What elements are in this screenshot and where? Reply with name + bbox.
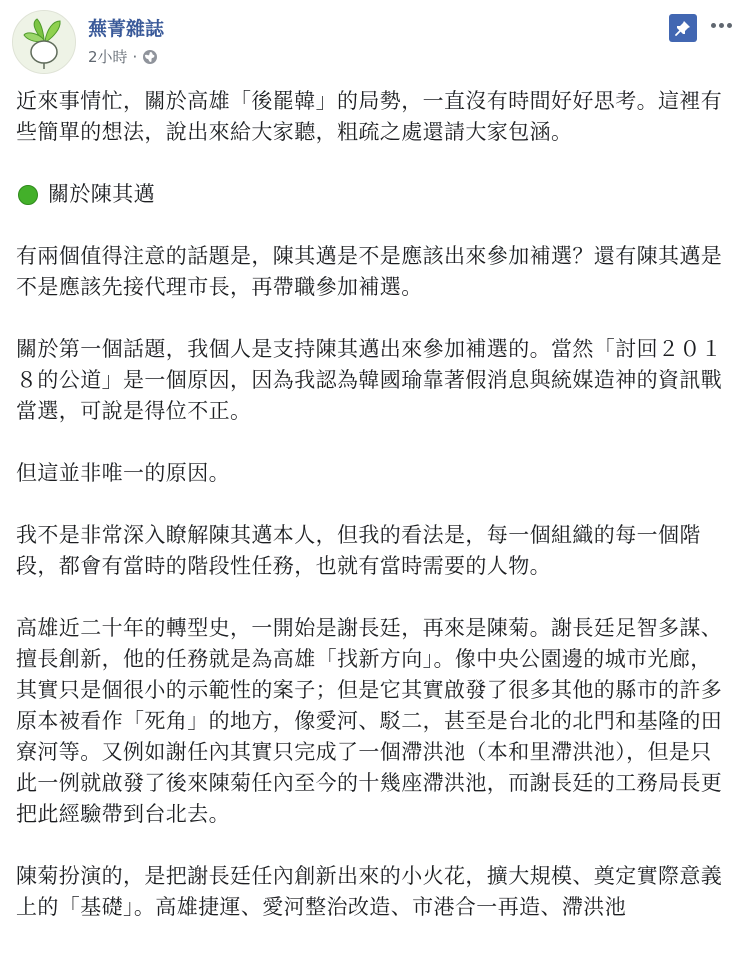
post-meta — [88, 46, 158, 67]
globe-icon[interactable] — [142, 49, 158, 65]
meta-separator: · — [132, 47, 138, 66]
pin-button[interactable] — [669, 14, 697, 42]
post-paragraph: 近來事情忙，關於高雄「後罷韓」的局勢，一直沒有時間好好思考。這裡有些簡單的想法，說出來給大家聽，粗疏之處還請大家包涵。 — [16, 89, 723, 144]
green-circle-icon — [18, 185, 38, 205]
post-paragraph: 但這並非唯一的原因。 — [16, 461, 230, 485]
page-avatar[interactable] — [12, 10, 76, 74]
pin-icon — [674, 19, 692, 37]
turnip-logo-icon — [13, 11, 75, 73]
post-paragraph: 關於第一個話題，我個人是支持陳其邁出來參加補選的。當然「討回２０１８的公道」是一個原因，因為我認為韓國瑜靠著假消息與統媒造神的資訊戰當選，可說是得位不正。 — [16, 337, 723, 423]
post-timestamp[interactable]: 2小時 — [88, 48, 128, 66]
post-header — [0, 0, 744, 80]
post-paragraph: 高雄近二十年的轉型史，一開始是謝長廷，再來是陳菊。謝長廷足智多謀、擅長創新，他的任務就是為高雄「找新方向」。像中央公園邊的城市光廊，其實只是個很小的示範性的案子；但是它其實啟發了很多其他的縣市的許多原本被看作「死角」的地方，像愛河、駁二，甚至是台北的北門和基隆的田寮河等。又例如謝任內其實只完成了一個滯洪池（本和里滯洪池），但是只此一例就啟發了後來陳菊任內至今的十幾座滯洪池，而謝長廷的工務局長更把此經驗帶到台北去。 — [16, 616, 723, 826]
post-paragraph: 陳菊扮演的，是把謝長廷任內創新出來的小火花，擴大規模、奠定實際意義上的「基礎」。高雄捷運、愛河整治改造、市港合一再造、滯洪池 — [16, 864, 723, 919]
post-paragraph: 我不是非常深入瞭解陳其邁本人，但我的看法是，每一個組織的每一個階段，都會有當時的階段性任務，也就有當時需要的人物。 — [16, 523, 701, 578]
section-heading — [16, 179, 732, 210]
post-paragraph: 有兩個值得注意的話題是，陳其邁是不是應該出來參加補選？還有陳其邁是不是應該先接代理市長，再帶職參加補選。 — [16, 244, 723, 299]
page-name-link[interactable]: 蕪菁雜誌 — [88, 18, 165, 40]
more-options-icon[interactable] — [705, 14, 737, 36]
section-heading-text: 關於陳其邁 — [48, 182, 155, 206]
post-body — [16, 86, 732, 954]
